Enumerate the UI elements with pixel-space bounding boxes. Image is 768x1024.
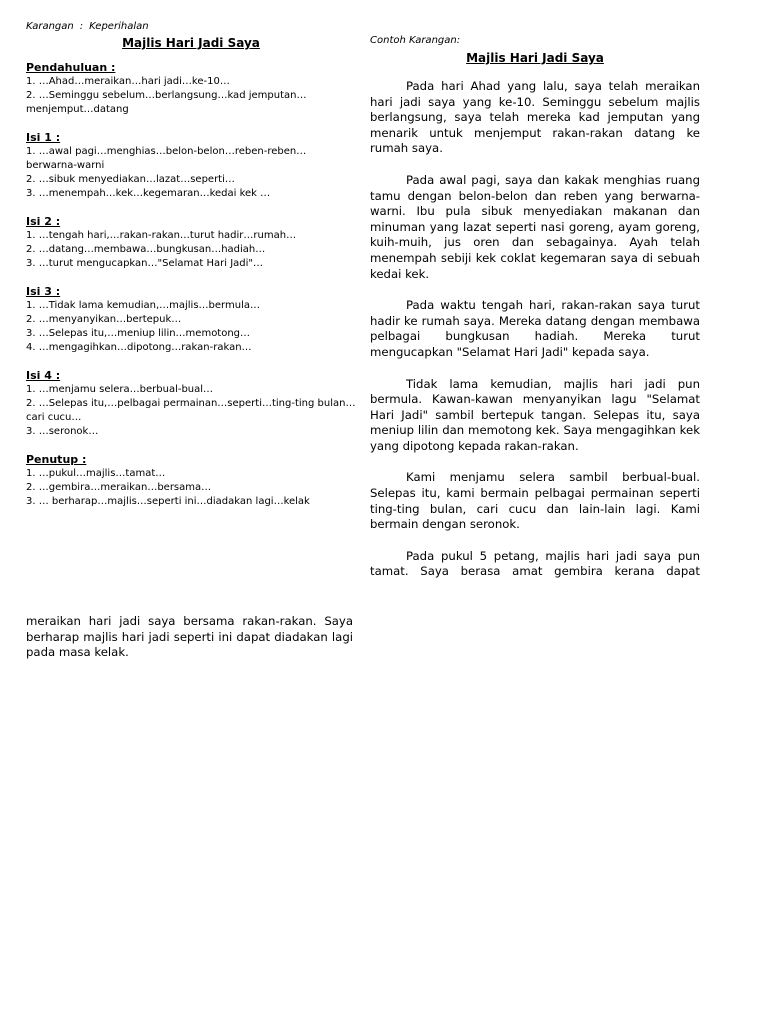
outline-column bbox=[26, 20, 356, 509]
outline-point: 3. …Selepas itu,…meniup lilin…memotong… bbox=[26, 328, 251, 339]
sample-essay-title: Majlis Hari Jadi Saya bbox=[466, 51, 604, 65]
outline-point: 3. …seronok… bbox=[26, 426, 99, 437]
outline-point: 3. … berharap…majlis…seperti ini…diadakan lagi…kelak bbox=[26, 496, 310, 507]
outline-point: 2. …datang…membawa…bungkusan…hadiah… bbox=[26, 244, 266, 255]
outline-point: 2. …menyanyikan…bertepuk… bbox=[26, 314, 182, 325]
section-heading: Isi 1 : bbox=[26, 131, 61, 144]
section-heading: Isi 4 : bbox=[26, 369, 61, 382]
outline-point: 1. …tengah hari,…rakan-rakan…turut hadir…rumah… bbox=[26, 230, 297, 241]
section-isi-1 bbox=[26, 131, 356, 201]
section-isi-4 bbox=[26, 369, 356, 439]
outline-point: 2. …sibuk menyediakan…lazat…seperti… bbox=[26, 174, 235, 185]
sample-essay-label: Contoh Karangan: bbox=[370, 35, 461, 46]
section-isi-3 bbox=[26, 285, 356, 355]
section-penutup bbox=[26, 453, 356, 509]
outline-point: 1. …Ahad…meraikan…hari jadi…ke-10… bbox=[26, 76, 230, 87]
section-heading: Isi 2 : bbox=[26, 215, 61, 228]
outline-point: 1. …pukul…majlis…tamat… bbox=[26, 468, 166, 479]
outline-point: 1. …menjamu selera…berbual-bual… bbox=[26, 384, 214, 395]
essay-type-separator: : bbox=[79, 21, 84, 32]
essay-paragraph: Pada awal pagi, saya dan kakak menghias ruang tamu dengan belon-belon dan reben yang berwarna-warni. Ibu pula sibuk menyediakan makanan dan minuman yang lazat seperti nasi goreng, ayam goreng, kuih-muih, jus oren dan sebagainya. Ayah telah menempah sebiji kek coklat kegemaran saya di sebuah kedai kek. bbox=[370, 172, 700, 281]
section-heading: Penutup : bbox=[26, 453, 87, 466]
essay-type-label: Karangan bbox=[26, 21, 74, 32]
essay-paragraph: Pada waktu tengah hari, rakan-rakan saya turut hadir ke rumah saya. Mereka datang dengan membawa pelbagai bungkusan hadiah. Mereka turut mengucapkan "Selamat Hari Jadi" kepada saya. bbox=[370, 298, 700, 359]
essay-paragraph: Pada pukul 5 petang, majlis hari jadi saya pun tamat. Saya berasa amat gembira kerana dapat bbox=[370, 548, 700, 579]
section-isi-2 bbox=[26, 215, 356, 271]
outline-point: 1. …awal pagi…menghias…belon-belon…reben-reben…berwarna-warni bbox=[26, 146, 307, 171]
section-pendahuluan bbox=[26, 61, 356, 117]
outline-point: 2. …gembira…meraikan…bersama… bbox=[26, 482, 212, 493]
section-heading: Pendahuluan : bbox=[26, 61, 116, 74]
section-heading: Isi 3 : bbox=[26, 285, 61, 298]
essay-type-line bbox=[26, 20, 356, 34]
outline-point: 2. …Seminggu sebelum…berlangsung…kad jemputan…menjemput…datang bbox=[26, 90, 307, 115]
essay-paragraph: Kami menjamu selera sambil berbual-bual. Selepas itu, kami bermain pelbagai permainan seperti ting-ting bulan, cari cucu dan lain-lain lagi. Kami bermain dengan seronok. bbox=[370, 470, 700, 532]
essay-paragraph: Pada hari Ahad yang lalu, saya telah meraikan hari jadi saya yang ke-10. Seminggu sebelum majlis berlangsung, saya telah mereka kad jemputan yang menarik untuk menjemput rakan-rakan datang ke rumah saya. bbox=[370, 79, 700, 156]
sample-essay-column bbox=[370, 34, 700, 596]
essay-continuation: meraikan hari jadi saya bersama rakan-rakan. Saya berharap majlis hari jadi seperti ini dapat diadakan lagi pada masa kelak. bbox=[26, 614, 353, 660]
outline-point: 3. …turut mengucapkan…"Selamat Hari Jadi"… bbox=[26, 258, 263, 269]
outline-title: Majlis Hari Jadi Saya bbox=[122, 36, 260, 50]
outline-point: 2. …Selepas itu,…pelbagai permainan…seperti…ting-ting bulan…cari cucu… bbox=[26, 398, 356, 423]
outline-point: 4. …mengagihkan…dipotong…rakan-rakan… bbox=[26, 342, 252, 353]
essay-paragraph: Tidak lama kemudian, majlis hari jadi pun bermula. Kawan-kawan menyanyikan lagu "Selamat Hari Jadi" sambil bertepuk tangan. Selepas itu, saya meniup lilin dan memotong kek. Saya mengagihkan kek yang dipotong kepada rakan-rakan. bbox=[370, 376, 700, 453]
outline-point: 1. …Tidak lama kemudian,…majlis…bermula… bbox=[26, 300, 260, 311]
essay-type-value: Keperihalan bbox=[89, 21, 149, 32]
outline-point: 3. …menempah…kek…kegemaran…kedai kek … bbox=[26, 188, 271, 199]
